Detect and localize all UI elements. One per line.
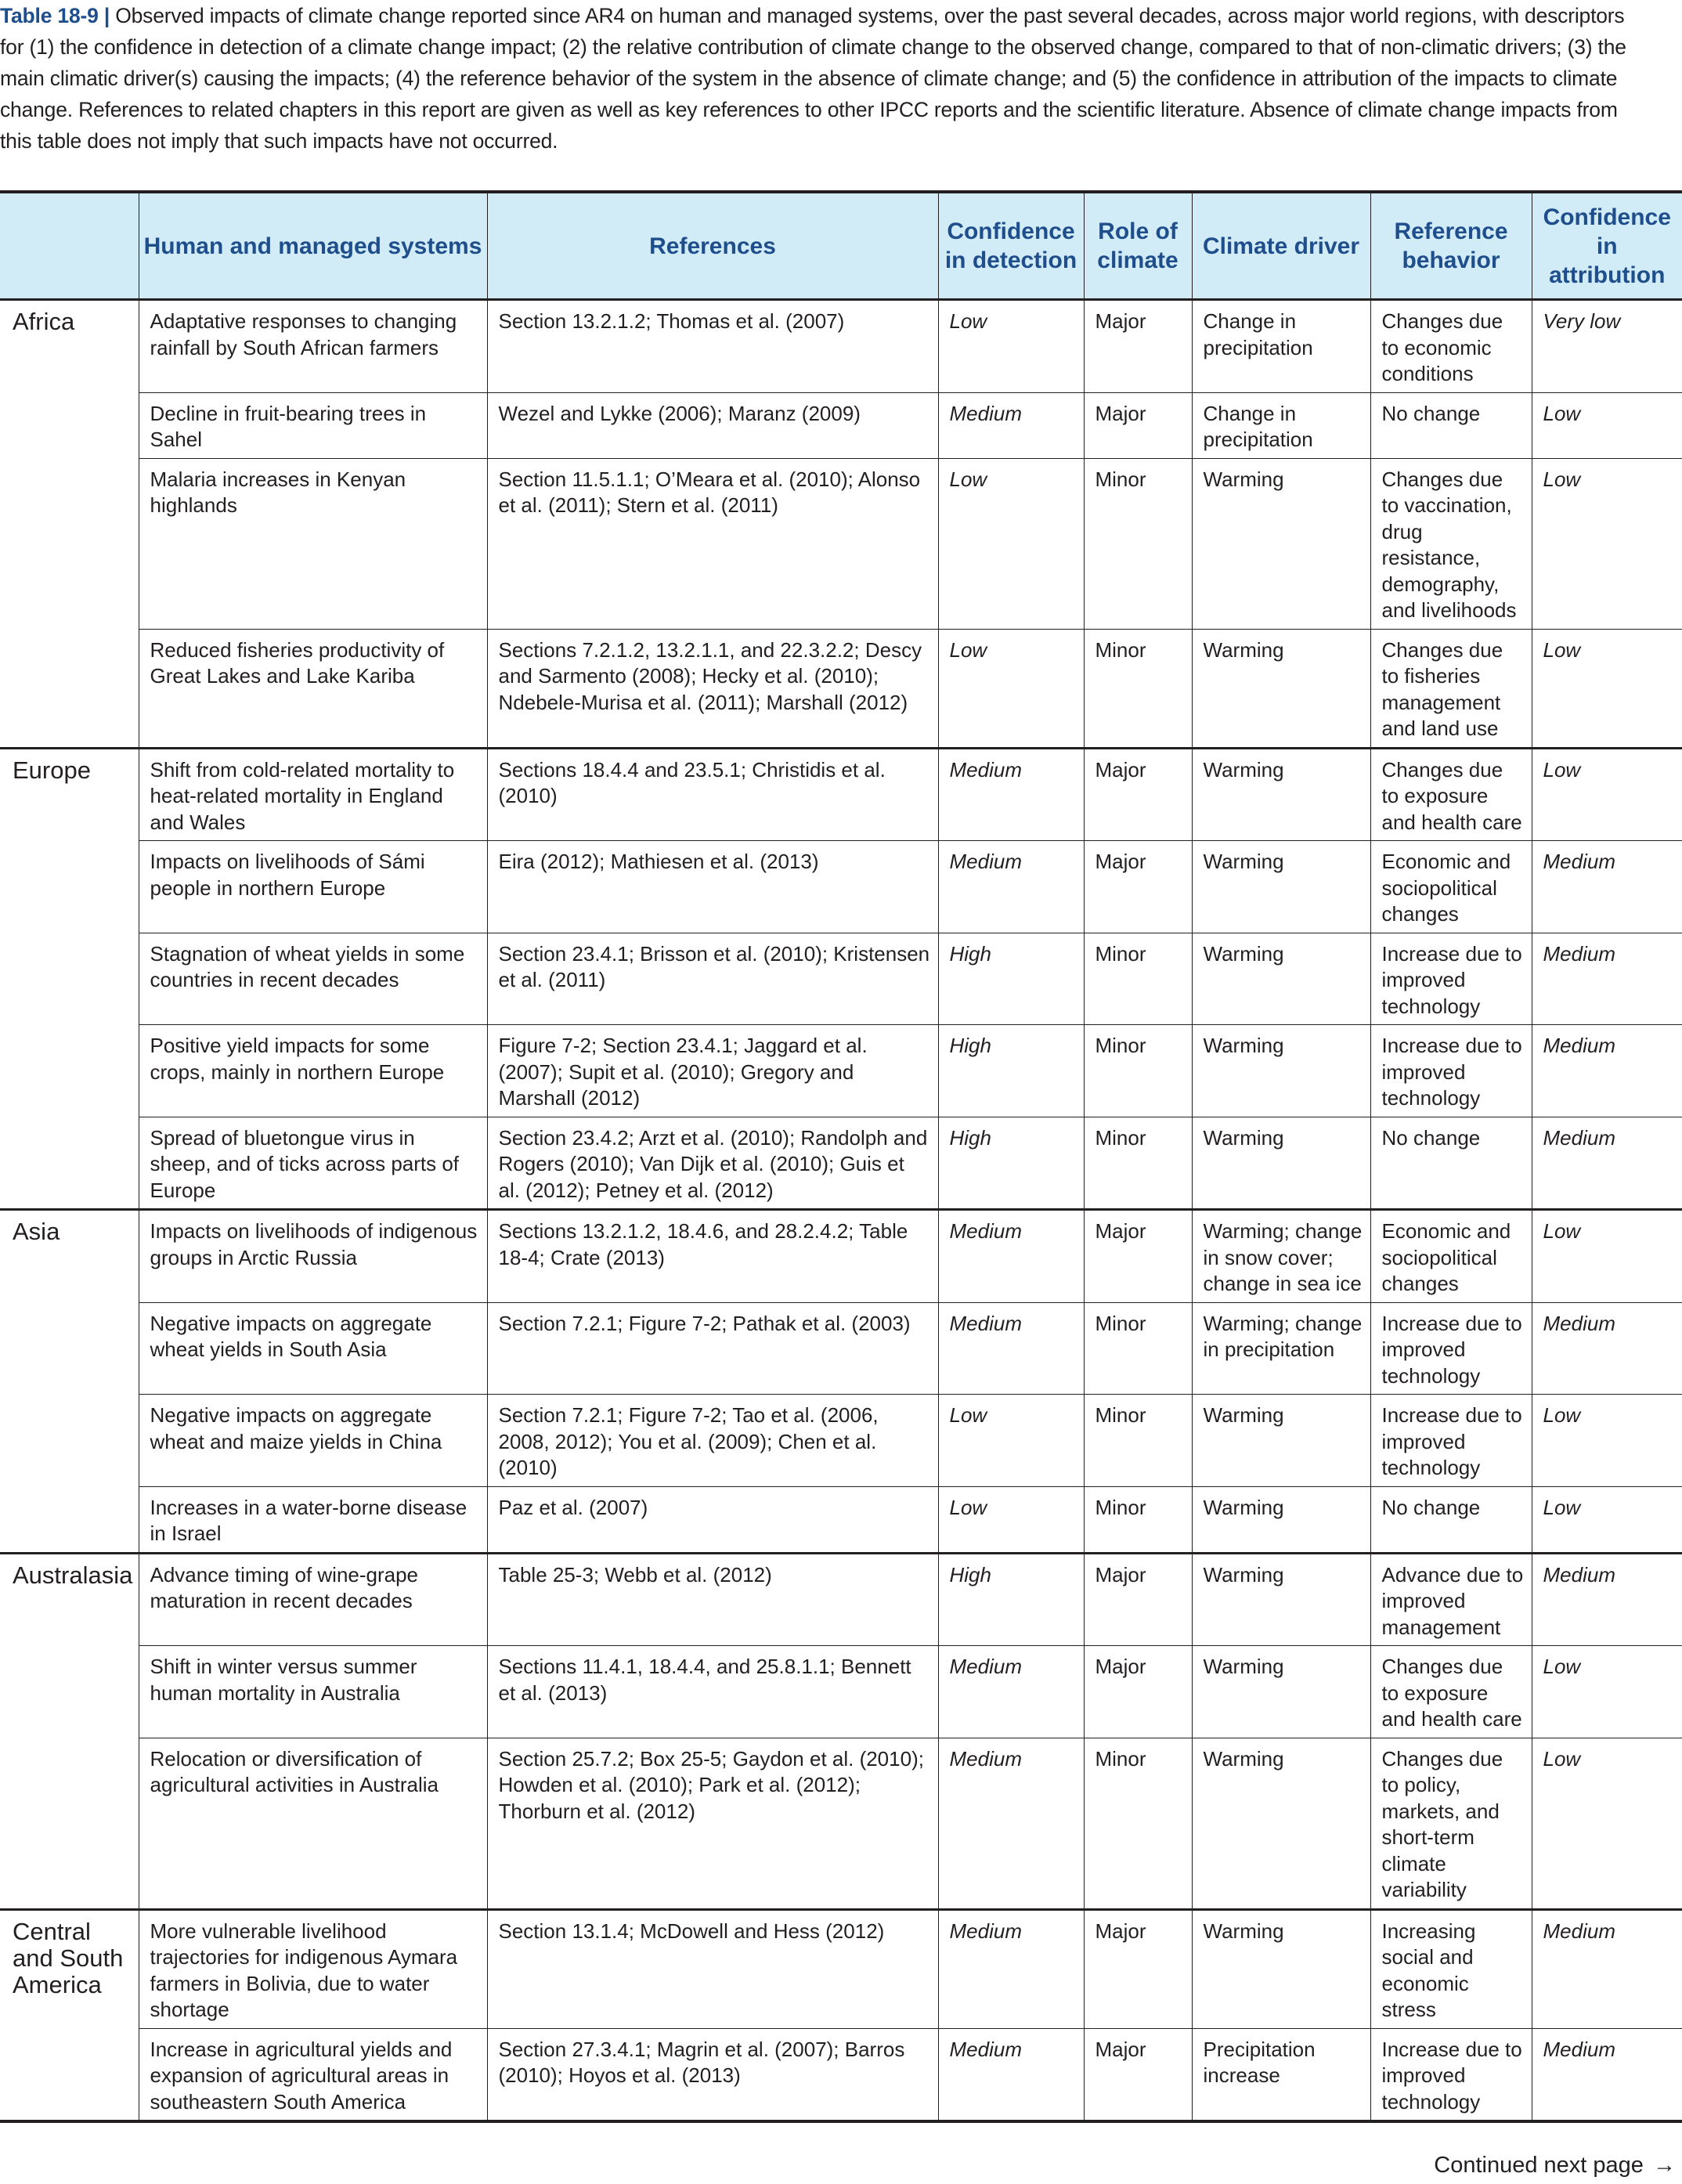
climate-driver-cell: Change in precipitation [1192,392,1370,458]
references-cell: Sections 13.2.1.2, 18.4.6, and 28.2.4.2; Table 18-4; Crate (2013) [487,1210,938,1303]
region-cell: Asia [0,1210,139,1554]
climate-driver-cell: Change in precipitation [1192,300,1370,393]
confidence-detection-cell: Medium [938,841,1084,933]
references-cell: Section 7.2.1; Figure 7-2; Pathak et al. (2003) [487,1302,938,1395]
climate-driver-cell: Warming [1192,933,1370,1025]
references-cell: Sections 7.2.1.2, 13.2.1.1, and 22.3.2.2; Descy and Sarmento (2008); Hecky et al. (2010); Ndebele-Murisa et al. (2011); Marshall (2012) [487,629,938,748]
header-systems: Human and managed systems [139,192,487,300]
table-row [0,1117,1682,1210]
impacts-table [0,190,1682,2123]
confidence-detection-cell: High [938,1553,1084,1646]
climate-driver-cell: Warming [1192,1486,1370,1553]
header-region [0,192,139,300]
table-row [0,458,1682,629]
references-cell: Paz et al. (2007) [487,1486,938,1553]
climate-driver-cell: Warming [1192,1553,1370,1646]
climate-driver-cell: Warming [1192,1646,1370,1738]
table-label: Table 18-9 [0,4,99,27]
table-row [0,841,1682,933]
confidence-attribution-cell: Low [1532,748,1682,841]
table-row [0,748,1682,841]
role-of-climate-cell: Major [1084,392,1192,458]
confidence-attribution-cell: Medium [1532,1302,1682,1395]
climate-driver-cell: Warming [1192,1395,1370,1487]
reference-behavior-cell: Increase due to improved technology [1370,1395,1532,1487]
system-cell: Impacts on livelihoods of indigenous groups in Arctic Russia [139,1210,487,1303]
region-cell: Central and South America [0,1909,139,2121]
confidence-attribution-cell: Low [1532,1210,1682,1303]
reference-behavior-cell: Increase due to improved technology [1370,1302,1532,1395]
role-of-climate-cell: Minor [1084,629,1192,748]
confidence-attribution-cell: Medium [1532,841,1682,933]
climate-driver-cell: Warming [1192,458,1370,629]
references-cell: Section 13.1.4; McDowell and Hess (2012) [487,1909,938,2028]
table-row [0,300,1682,393]
continued-label: Continued next page [1434,2153,1644,2178]
climate-driver-cell: Precipitation increase [1192,2028,1370,2121]
climate-driver-cell: Warming; change in precipitation [1192,1302,1370,1395]
system-cell: Reduced fisheries productivity of Great Lakes and Lake Kariba [139,629,487,748]
role-of-climate-cell: Major [1084,2028,1192,2121]
references-cell: Section 7.2.1; Figure 7-2; Tao et al. (2006, 2008, 2012); You et al. (2009); Chen et al. (2010) [487,1395,938,1487]
confidence-detection-cell: Low [938,1395,1084,1487]
confidence-detection-cell: High [938,1117,1084,1210]
system-cell: Advance timing of wine-grape maturation in recent decades [139,1553,487,1646]
reference-behavior-cell: Changes due to economic conditions [1370,300,1532,393]
system-cell: Negative impacts on aggregate wheat and maize yields in China [139,1395,487,1487]
climate-driver-cell: Warming [1192,841,1370,933]
confidence-detection-cell: Low [938,300,1084,393]
system-cell: Increase in agricultural yields and expansion of agricultural areas in southeastern South America [139,2028,487,2121]
role-of-climate-cell: Major [1084,300,1192,393]
confidence-detection-cell: Low [938,629,1084,748]
references-cell: Sections 11.4.1, 18.4.4, and 25.8.1.1; Bennett et al. (2013) [487,1646,938,1738]
reference-behavior-cell: Economic and sociopolitical changes [1370,1210,1532,1303]
system-cell: Negative impacts on aggregate wheat yields in South Asia [139,1302,487,1395]
table-row [0,1025,1682,1117]
system-cell: Relocation or diversification of agricultural activities in Australia [139,1738,487,1909]
confidence-attribution-cell: Low [1532,629,1682,748]
references-cell: Section 13.2.1.2; Thomas et al. (2007) [487,300,938,393]
confidence-attribution-cell: Low [1532,458,1682,629]
confidence-detection-cell: Medium [938,1909,1084,2028]
system-cell: More vulnerable livelihood trajectories for indigenous Aymara farmers in Bolivia, due to water shortage [139,1909,487,2028]
confidence-attribution-cell: Low [1532,1395,1682,1487]
table-caption [0,0,1652,157]
references-cell: Figure 7-2; Section 23.4.1; Jaggard et al. (2007); Supit et al. (2010); Gregory and Marshall (2012) [487,1025,938,1117]
confidence-attribution-cell: Low [1532,1486,1682,1553]
references-cell: Wezel and Lykke (2006); Maranz (2009) [487,392,938,458]
confidence-attribution-cell: Low [1532,1738,1682,1909]
table-row [0,1909,1682,2028]
system-cell: Shift in winter versus summer human mortality in Australia [139,1646,487,1738]
table-row [0,629,1682,748]
table-row [0,1302,1682,1395]
role-of-climate-cell: Major [1084,1909,1192,2028]
role-of-climate-cell: Minor [1084,1395,1192,1487]
region-cell: Africa [0,300,139,749]
table-row [0,1210,1682,1303]
confidence-detection-cell: Medium [938,1738,1084,1909]
role-of-climate-cell: Major [1084,1553,1192,1646]
references-cell: Section 11.5.1.1; O’Meara et al. (2010); Alonso et al. (2011); Stern et al. (2011) [487,458,938,629]
reference-behavior-cell: No change [1370,392,1532,458]
continued-next-page [1434,2152,1676,2179]
table-row [0,1738,1682,1909]
references-cell: Sections 18.4.4 and 23.5.1; Christidis et al. (2010) [487,748,938,841]
references-cell: Eira (2012); Mathiesen et al. (2013) [487,841,938,933]
system-cell: Malaria increases in Kenyan highlands [139,458,487,629]
table-row [0,2028,1682,2121]
reference-behavior-cell: Increase due to improved technology [1370,1025,1532,1117]
reference-behavior-cell: Increasing social and economic stress [1370,1909,1532,2028]
table-row [0,1553,1682,1646]
reference-behavior-cell: No change [1370,1486,1532,1553]
table-body [0,300,1682,2122]
confidence-detection-cell: Low [938,458,1084,629]
role-of-climate-cell: Major [1084,748,1192,841]
climate-driver-cell: Warming [1192,1738,1370,1909]
reference-behavior-cell: No change [1370,1117,1532,1210]
confidence-attribution-cell: Low [1532,392,1682,458]
confidence-detection-cell: High [938,933,1084,1025]
role-of-climate-cell: Major [1084,1210,1192,1303]
role-of-climate-cell: Major [1084,841,1192,933]
reference-behavior-cell: Advance due to improved management [1370,1553,1532,1646]
role-of-climate-cell: Minor [1084,458,1192,629]
references-cell: Table 25-3; Webb et al. (2012) [487,1553,938,1646]
confidence-detection-cell: Medium [938,392,1084,458]
reference-behavior-cell: Changes due to policy, markets, and short-term climate variability [1370,1738,1532,1909]
confidence-detection-cell: Medium [938,1302,1084,1395]
table-row [0,392,1682,458]
climate-driver-cell: Warming [1192,748,1370,841]
system-cell: Stagnation of wheat yields in some countries in recent decades [139,933,487,1025]
table-row [0,1395,1682,1487]
confidence-attribution-cell: Medium [1532,2028,1682,2121]
confidence-detection-cell: High [938,1025,1084,1117]
header-confidence-attribution: Confidence in attribution [1532,192,1682,300]
climate-driver-cell: Warming [1192,1117,1370,1210]
system-cell: Shift from cold-related mortality to heat-related mortality in England and Wales [139,748,487,841]
climate-driver-cell: Warming [1192,1025,1370,1117]
role-of-climate-cell: Major [1084,1646,1192,1738]
system-cell: Positive yield impacts for some crops, mainly in northern Europe [139,1025,487,1117]
confidence-attribution-cell: Medium [1532,1025,1682,1117]
reference-behavior-cell: Increase due to improved technology [1370,933,1532,1025]
role-of-climate-cell: Minor [1084,1025,1192,1117]
system-cell: Adaptative responses to changing rainfall by South African farmers [139,300,487,393]
role-of-climate-cell: Minor [1084,933,1192,1025]
confidence-attribution-cell: Very low [1532,300,1682,393]
climate-driver-cell: Warming [1192,1909,1370,2028]
header-climate-driver: Climate driver [1192,192,1370,300]
climate-driver-cell: Warming; change in snow cover; change in sea ice [1192,1210,1370,1303]
header-confidence-detection: Confidence in detection [938,192,1084,300]
system-cell: Decline in fruit-bearing trees in Sahel [139,392,487,458]
table-row [0,933,1682,1025]
role-of-climate-cell: Minor [1084,1486,1192,1553]
system-cell: Impacts on livelihoods of Sámi people in northern Europe [139,841,487,933]
caption-separator: | [103,4,110,27]
confidence-attribution-cell: Medium [1532,933,1682,1025]
reference-behavior-cell: Economic and sociopolitical changes [1370,841,1532,933]
confidence-attribution-cell: Medium [1532,1117,1682,1210]
header-reference-behavior: Reference behavior [1370,192,1532,300]
arrow-right-icon: → [1653,2153,1676,2178]
header-references: References [487,192,938,300]
caption-text: Observed impacts of climate change reported since AR4 on human and managed systems, over the past several decades, across major world regions, with descriptors for (1) the confidence in detection of a climate change impact; (2) the relative contribution of climate change to the observed change, compared to that of non-climatic drivers; (3) the main climatic driver(s) causing the impacts; (4) the reference behavior of the system in the absence of climate change; and (5) the confidence in attribution of the impacts to climate change. References to related chapters in this report are given as well as key references to other IPCC reports and the scientific literature. Absence of climate change impacts from this table does not imply that such impacts have not occurred. [0,4,1626,153]
references-cell: Section 25.7.2; Box 25-5; Gaydon et al. (2010); Howden et al. (2010); Park et al. (2012); Thorburn et al. (2012) [487,1738,938,1909]
confidence-attribution-cell: Medium [1532,1553,1682,1646]
confidence-detection-cell: Medium [938,2028,1084,2121]
role-of-climate-cell: Minor [1084,1738,1192,1909]
table-row [0,1646,1682,1738]
reference-behavior-cell: Changes due to exposure and health care [1370,1646,1532,1738]
region-cell: Australasia [0,1553,139,1909]
reference-behavior-cell: Increase due to improved technology [1370,2028,1532,2121]
confidence-detection-cell: Medium [938,748,1084,841]
reference-behavior-cell: Changes due to vaccination, drug resistance, demography, and livelihoods [1370,458,1532,629]
confidence-attribution-cell: Medium [1532,1909,1682,2028]
references-cell: Section 27.3.4.1; Magrin et al. (2007); Barros (2010); Hoyos et al. (2013) [487,2028,938,2121]
reference-behavior-cell: Changes due to fisheries management and land use [1370,629,1532,748]
table-header-row [0,192,1682,300]
climate-driver-cell: Warming [1192,629,1370,748]
system-cell: Increases in a water-borne disease in Israel [139,1486,487,1553]
confidence-detection-cell: Low [938,1486,1084,1553]
confidence-detection-cell: Medium [938,1646,1084,1738]
references-cell: Section 23.4.1; Brisson et al. (2010); Kristensen et al. (2011) [487,933,938,1025]
role-of-climate-cell: Minor [1084,1302,1192,1395]
confidence-detection-cell: Medium [938,1210,1084,1303]
reference-behavior-cell: Changes due to exposure and health care [1370,748,1532,841]
region-cell: Europe [0,748,139,1210]
system-cell: Spread of bluetongue virus in sheep, and of ticks across parts of Europe [139,1117,487,1210]
table-row [0,1486,1682,1553]
header-role-of-climate: Role of climate [1084,192,1192,300]
role-of-climate-cell: Minor [1084,1117,1192,1210]
references-cell: Section 23.4.2; Arzt et al. (2010); Randolph and Rogers (2010); Van Dijk et al. (2010); Guis et al. (2012); Petney et al. (2012) [487,1117,938,1210]
confidence-attribution-cell: Low [1532,1646,1682,1738]
